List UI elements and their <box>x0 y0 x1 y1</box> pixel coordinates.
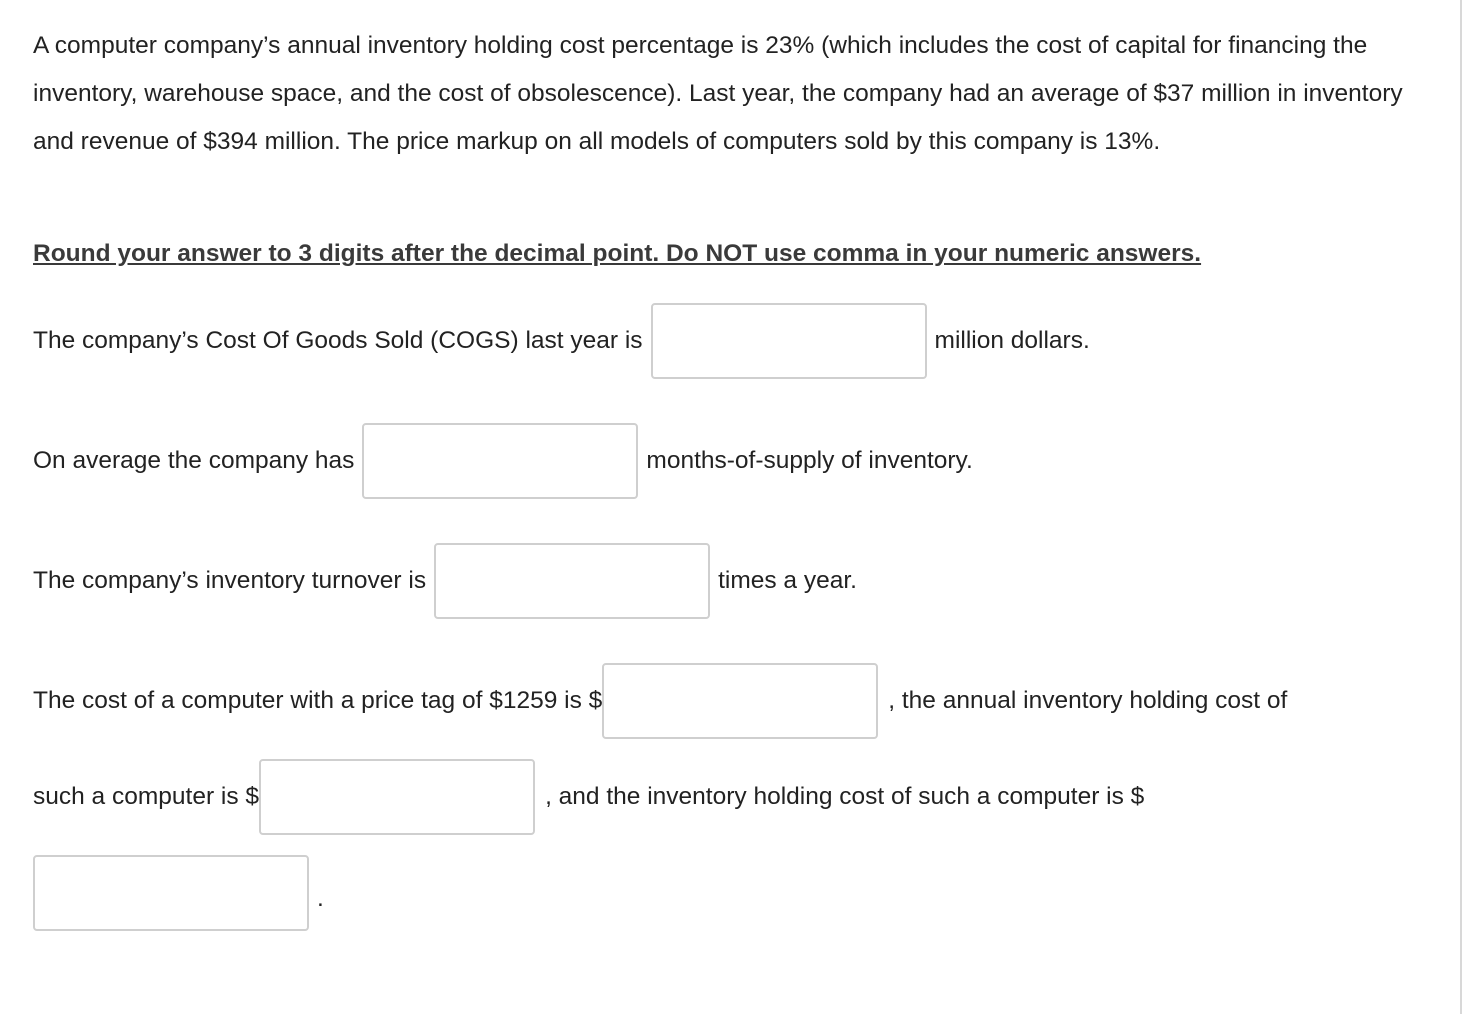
rounding-instruction: Round your answer to 3 digits after the decimal point. Do NOT use comma in your numeric answers. <box>33 240 1202 267</box>
months-supply-prompt: On average the company has <box>33 447 355 474</box>
annual-holding-cost-trailing-text: , and the inventory holding cost of such a computer is $ <box>545 783 1145 810</box>
cogs-prompt: The company’s Cost Of Goods Sold (COGS) last year is <box>33 327 643 354</box>
cogs-unit-label: million dollars. <box>934 327 1090 354</box>
annual-holding-cost-answer-input[interactable] <box>259 759 535 835</box>
turnover-prompt: The company’s inventory turnover is <box>33 567 427 594</box>
question-inventory-turnover <box>33 543 857 619</box>
holding-cost-period: . <box>317 885 324 912</box>
question-holding-cost <box>33 855 324 931</box>
computer-cost-answer-input[interactable] <box>602 663 878 739</box>
months-supply-unit-label: months-of-supply of inventory. <box>646 447 973 474</box>
question-computer-cost <box>33 663 1287 739</box>
holding-cost-answer-input[interactable] <box>33 855 309 931</box>
problem-statement: A computer company’s annual inventory holding cost percentage is 23% (which includes the cost of capital for financing the inventory, warehouse space, and the cost of obsolescence). Last year, the company had an average of $37 million in inventory and revenue of $394 million. The price markup on all models of computers sold by this company is 13%. <box>33 32 1403 155</box>
turnover-unit-label: times a year. <box>718 567 857 594</box>
computer-cost-prompt: The cost of a computer with a price tag of $1259 is $ <box>33 687 603 714</box>
turnover-answer-input[interactable] <box>434 543 710 619</box>
question-annual-holding-cost <box>33 759 1144 835</box>
months-supply-answer-input[interactable] <box>362 423 638 499</box>
page-right-border <box>1460 0 1462 1014</box>
annual-holding-cost-prompt: such a computer is $ <box>33 783 260 810</box>
question-cogs <box>33 303 1090 379</box>
cogs-answer-input[interactable] <box>651 303 927 379</box>
computer-cost-trailing-text: , the annual inventory holding cost of <box>888 687 1288 714</box>
question-months-of-supply <box>33 423 973 499</box>
